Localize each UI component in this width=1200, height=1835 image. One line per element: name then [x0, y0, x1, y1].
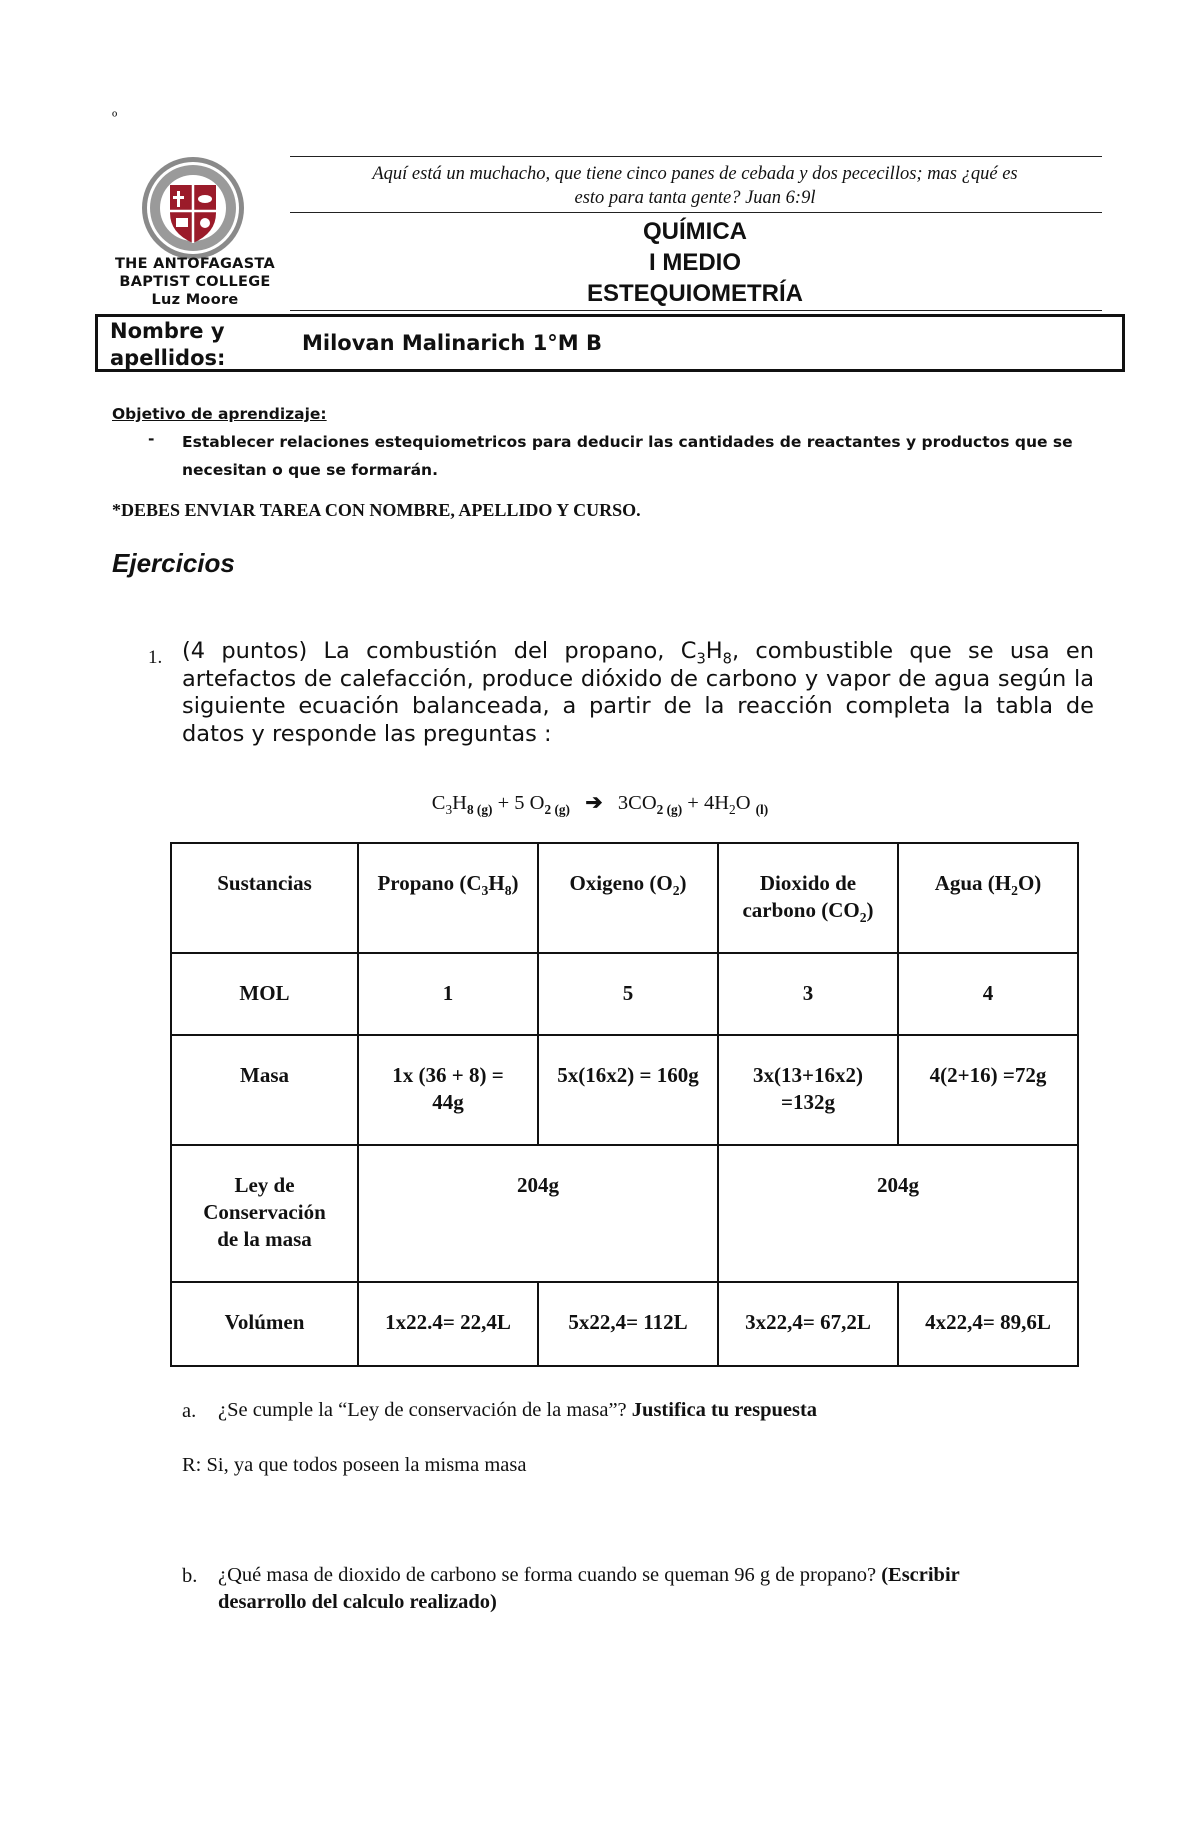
table-row-masa — [171, 1035, 1078, 1145]
exercises-heading: Ejercicios — [112, 548, 235, 578]
cell-masa-propano: 1x (36 + 8) = 44g — [358, 1035, 538, 1145]
header-dioxido: Dioxido de carbono $(CO_2)$ — [718, 843, 898, 953]
crest-torch-icon — [200, 218, 210, 228]
subject-title: QUÍMICA — [643, 218, 747, 245]
level-title: I MEDIO — [648, 249, 741, 276]
header-rule-middle — [290, 212, 1102, 213]
cell-volumen-agua: 4x22,4= 89,6L — [898, 1282, 1078, 1366]
cell-mol-agua: 4 — [898, 953, 1078, 1035]
cell-mol-dioxido: 3 — [718, 953, 898, 1035]
question-1-text: (4 puntos) La combustión del propano, $C_3H_8$, combustible que se usa en artefactos de calefacción, produce dióxido de carbono y vapor de agua según la siguiente ecuación balanceada, a partir de la reacción completa la tabla de datos y responde las preguntas : — [182, 638, 1094, 747]
objective-bullet: - — [148, 430, 155, 448]
cell-masa-dioxido: 3x(13+16x2) =132g — [718, 1035, 898, 1145]
row-label-mol: MOL — [171, 953, 358, 1035]
row-label-ley: Ley de Conservación de la masa — [171, 1145, 358, 1282]
crest-dove-icon — [198, 195, 212, 203]
student-name-value: Milovan Malinarich 1°M B — [302, 331, 603, 355]
cell-masa-agua: 4(2+16) =72g — [898, 1035, 1078, 1145]
school-teacher-name: Luz Moore — [151, 292, 239, 308]
row-label-volumen: Volúmen — [171, 1282, 358, 1366]
objective-text: Establecer relaciones estequiometricos para deducir las cantidades de reactantes y productos que se necesitan o que se formarán. — [182, 433, 1073, 479]
header-sustancias: Sustancias — [171, 843, 358, 953]
balanced-equation: $C_3H_{8 (g)} + 5$ $O_{2 (g)}$ ➔ $3CO_{2 (g)} + 4H_2O$ $_{(l)}$ — [431, 792, 769, 818]
quote-line-1: Aquí está un muchacho, que tiene cinco panes de cebada y dos pececillos; mas ¿qué es — [372, 164, 1018, 184]
question-b-text: ¿Qué masa de dioxido de carbono se forma cuando se queman 96 g de propano? (Escribir desarrollo del calculo realizado) — [218, 1564, 960, 1613]
cell-ley-productos: 204g — [718, 1145, 1078, 1282]
stoichiometry-table — [170, 842, 1079, 1367]
cell-mol-propano: 1 — [358, 953, 538, 1035]
reaction-arrow-icon: ➔ — [585, 792, 603, 814]
cell-ley-reactantes: 204g — [358, 1145, 718, 1282]
cell-masa-oxigeno: 5x(16x2) = 160g — [538, 1035, 718, 1145]
header-propano: Propano $(C_3H_8)$ — [358, 843, 538, 953]
crest-book-icon — [176, 218, 188, 227]
header-agua: Agua $(H_2O)$ — [898, 843, 1078, 953]
submission-note: *DEBES ENVIAR TAREA CON NOMBRE, APELLIDO Y CURSO. — [112, 500, 641, 520]
question-a-text: ¿Se cumple la “Ley de conservación de la masa”? Justifica tu respuesta — [218, 1399, 818, 1421]
cell-volumen-dioxido: 3x22,4= 67,2L — [718, 1282, 898, 1366]
student-name-label: Nombre y apellidos: — [110, 319, 226, 370]
table-row-mol — [171, 953, 1078, 1035]
school-crest-logo — [140, 155, 246, 261]
topic-title: ESTEQUIOMETRÍA — [586, 280, 803, 307]
question-a-letter: a. — [182, 1400, 197, 1422]
school-name-line2: BAPTIST COLLEGE — [119, 274, 271, 290]
school-name-line1: THE ANTOFAGASTA — [114, 256, 276, 272]
table-row-volumen — [171, 1282, 1078, 1366]
row-label-masa: Masa — [171, 1035, 358, 1145]
table-row-headers — [171, 843, 1078, 953]
header-rule-top — [290, 156, 1102, 157]
table-row-ley — [171, 1145, 1078, 1282]
header-oxigeno: Oxigeno $(O_2)$ — [538, 843, 718, 953]
question-1-number: 1. — [148, 647, 163, 668]
objective-title: Objetivo de aprendizaje: — [112, 405, 327, 423]
cell-volumen-oxigeno: 5x22,4= 112L — [538, 1282, 718, 1366]
question-a-answer: R: Si, ya que todos poseen la misma masa — [182, 1454, 527, 1476]
corner-mark: º — [112, 108, 118, 127]
quote-line-2: esto para tanta gente? Juan 6:9l — [574, 188, 816, 208]
cell-volumen-propano: 1x22.4= 22,4L — [358, 1282, 538, 1366]
question-b-letter: b. — [182, 1565, 198, 1587]
cell-mol-oxigeno: 5 — [538, 953, 718, 1035]
bible-quote — [290, 162, 1100, 210]
header-rule-bottom — [290, 310, 1102, 311]
student-name-box — [95, 314, 1125, 372]
